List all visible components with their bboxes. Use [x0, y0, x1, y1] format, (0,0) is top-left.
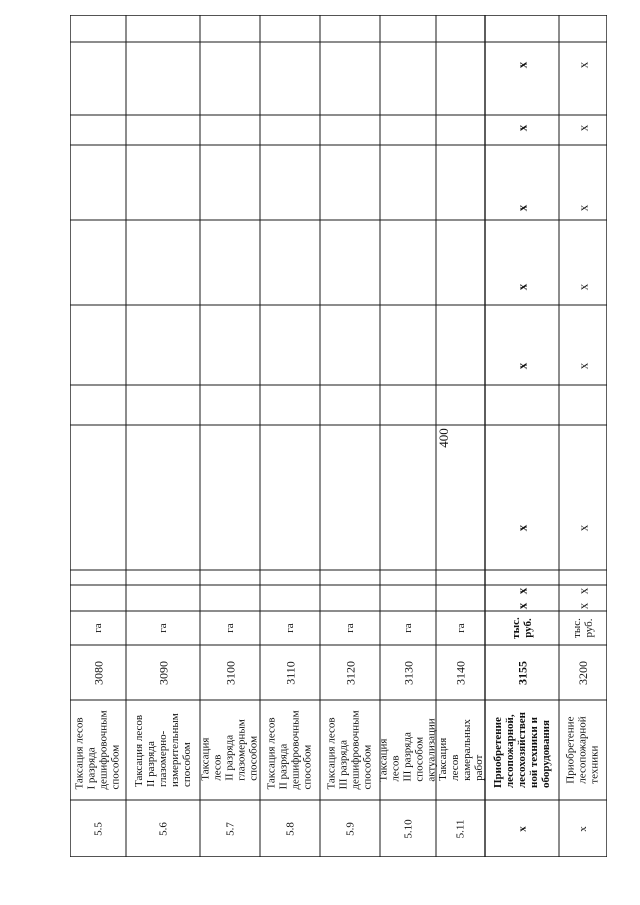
- row-unit: [320, 611, 380, 645]
- row-unit-text: тыс. руб.: [571, 618, 595, 638]
- cross-mark-text: x: [514, 602, 529, 610]
- row-number-text: 5.10: [402, 818, 414, 839]
- cross-mark: [485, 582, 559, 600]
- cross-mark: [559, 582, 607, 600]
- cross-mark-text: x: [575, 524, 590, 531]
- row-number: [436, 800, 485, 857]
- cross-mark: [485, 195, 559, 220]
- row-unit: [126, 611, 200, 645]
- row-name: [70, 700, 126, 800]
- row-name: [485, 700, 559, 800]
- row-number: [320, 800, 380, 857]
- row-unit-text: га: [344, 623, 356, 633]
- row-name-text: Таксация лесов I разряда дешифровочным способом: [74, 710, 123, 790]
- cross-mark-text: x: [575, 587, 590, 595]
- row-code: [380, 645, 436, 700]
- row-name: [260, 700, 320, 800]
- row-number-text: 5.8: [284, 821, 296, 836]
- cross-mark-text: x: [575, 61, 590, 69]
- row-name: [380, 700, 436, 800]
- row-code: [559, 645, 607, 700]
- row-number-text: 5.7: [224, 821, 236, 836]
- row-unit: [260, 611, 320, 645]
- row-name-text: Таксация лесов II разряда дешифровочным способом: [266, 710, 315, 790]
- page-number: 400: [436, 428, 451, 448]
- row-unit-text: тыс. руб.: [510, 617, 534, 639]
- row-number-text: 5.11: [454, 819, 467, 838]
- row-code: [436, 645, 485, 700]
- cross-mark-text: x: [575, 124, 590, 132]
- row-name-text: Приобретение лесопожарной техники: [565, 716, 601, 784]
- row-code-text: 3120: [343, 660, 357, 685]
- cross-mark: [485, 347, 559, 385]
- cross-mark-text: x: [575, 204, 590, 211]
- row-name-text: Приобретение лесопожарной, лесохозяйствен ной техники и оборудования: [492, 711, 553, 789]
- cross-mark-text: x: [514, 362, 529, 370]
- cross-mark: [485, 485, 559, 570]
- row-code: [200, 645, 260, 700]
- row-code: [485, 645, 559, 700]
- cross-mark-text: x: [514, 587, 529, 595]
- cross-mark: [559, 195, 607, 220]
- row-code: [70, 645, 126, 700]
- data-table: [70, 15, 607, 857]
- row-number-text: x: [516, 825, 528, 832]
- row-number: [559, 800, 607, 857]
- row-name-text: Таксация лесов II разряда глазомерно- измерительным способом: [133, 713, 193, 787]
- row-code-text: 3130: [401, 660, 415, 685]
- cross-mark-text: x: [575, 283, 590, 290]
- row-code-text: 3080: [91, 660, 105, 685]
- row-unit-text: га: [157, 623, 169, 633]
- row-code-text: 3110: [283, 660, 297, 685]
- row-name: [320, 700, 380, 800]
- row-name-text: Таксация лесов камеральных работ: [436, 719, 485, 781]
- row-number: [126, 800, 200, 857]
- row-unit: [485, 611, 559, 645]
- row-unit-text: га: [402, 623, 414, 633]
- row-name: [559, 700, 607, 800]
- cross-mark-text: x: [514, 204, 529, 211]
- row-number-text: 5.9: [344, 821, 356, 836]
- row-number: [260, 800, 320, 857]
- row-code: [126, 645, 200, 700]
- row-code-text: 3090: [156, 660, 170, 685]
- cross-mark: [559, 268, 607, 305]
- cross-mark: [485, 45, 559, 85]
- row-number: [485, 800, 559, 857]
- row-unit: [200, 611, 260, 645]
- row-unit: [380, 611, 436, 645]
- cross-mark: [559, 485, 607, 570]
- row-unit: [436, 611, 485, 645]
- row-code: [260, 645, 320, 700]
- row-code-text: 3140: [453, 660, 468, 685]
- cross-mark-text: x: [514, 124, 529, 132]
- row-number-text: 5.6: [157, 821, 169, 836]
- row-code: [320, 645, 380, 700]
- row-name: [436, 700, 485, 800]
- row-code-text: 3155: [515, 660, 529, 685]
- row-name-text: Таксация лесов II разряда глазомерным способом: [200, 719, 261, 781]
- cross-mark-text: x: [514, 61, 529, 69]
- row-unit: [559, 611, 607, 645]
- row-unit-text: га: [284, 623, 296, 633]
- row-name-text: Таксация лесов III разряда дешифровочным способом: [326, 710, 375, 790]
- row-unit-text: га: [454, 623, 467, 633]
- cross-mark: [559, 45, 607, 85]
- row-code-text: 3100: [223, 660, 237, 685]
- row-unit-text: га: [92, 623, 104, 633]
- row-number: [200, 800, 260, 857]
- cross-mark: [485, 111, 559, 145]
- row-number-text: x: [577, 825, 589, 832]
- cross-mark: [559, 347, 607, 385]
- row-unit-text: га: [224, 623, 236, 633]
- row-number: [70, 800, 126, 857]
- cross-mark: [559, 600, 607, 612]
- row-number-text: 5.5: [92, 821, 104, 836]
- cross-mark: [485, 600, 559, 612]
- row-name: [126, 700, 200, 800]
- cross-mark-text: x: [575, 362, 590, 370]
- cross-mark-text: x: [514, 524, 529, 531]
- cross-mark: [485, 268, 559, 305]
- row-name-text: Таксация лесов III разряда способом актуализации: [378, 718, 438, 782]
- row-number: [380, 800, 436, 857]
- cross-mark: [559, 111, 607, 145]
- cross-mark-text: x: [575, 602, 590, 610]
- row-code-text: 3200: [576, 660, 590, 685]
- row-name: [200, 700, 260, 800]
- row-unit: [70, 611, 126, 645]
- cross-mark-text: x: [514, 283, 529, 290]
